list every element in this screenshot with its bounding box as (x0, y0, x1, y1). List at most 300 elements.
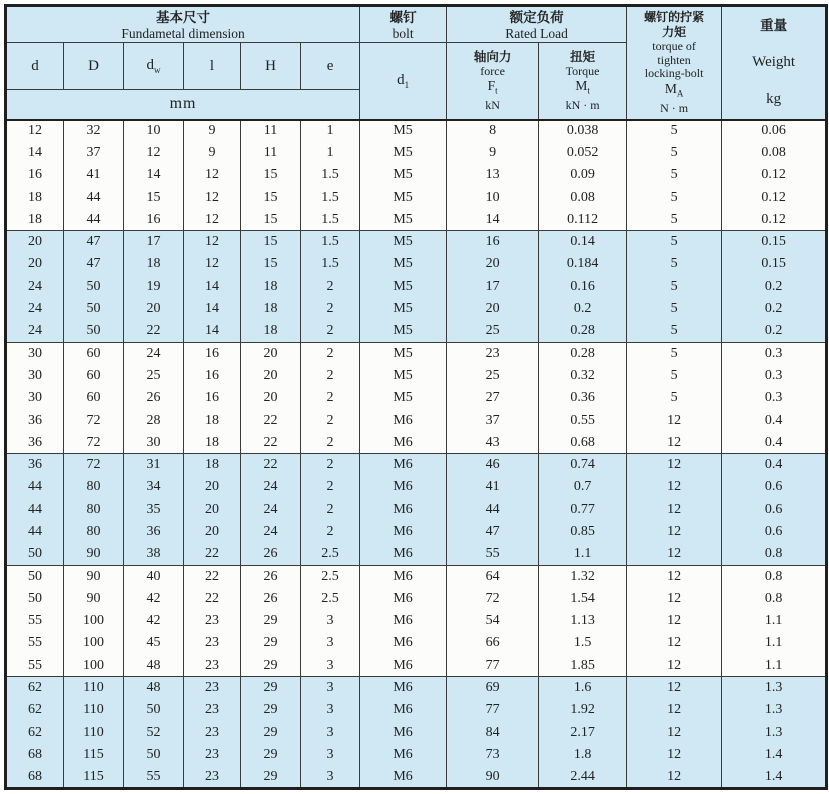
cell-force: 43 (447, 432, 539, 454)
cell-d1: M6 (360, 588, 447, 610)
cell-e: 2 (301, 499, 360, 521)
cell-locking-torque: 12 (627, 476, 722, 498)
cell-D: 44 (64, 186, 124, 208)
cell-torque: 1.92 (539, 699, 627, 721)
cell-dw: 12 (124, 142, 184, 164)
cell-dw: 55 (124, 766, 184, 788)
cell-force: 25 (447, 320, 539, 342)
cell-locking-torque: 12 (627, 655, 722, 677)
header-rated-load (447, 6, 627, 43)
cell-d1: M6 (360, 699, 447, 721)
cell-d: 44 (6, 476, 64, 498)
cell-locking-torque: 5 (627, 365, 722, 387)
header-col-d1: $d_1$ (360, 43, 447, 120)
cell-D: 80 (64, 521, 124, 543)
cell-weight: 0.6 (722, 476, 827, 498)
header-col-d: d (6, 43, 64, 90)
header-col-e: e (301, 43, 360, 90)
cell-locking-torque: 12 (627, 677, 722, 699)
cell-e: 2 (301, 454, 360, 476)
cell-force: 23 (447, 342, 539, 364)
cell-weight: 1.4 (722, 744, 827, 766)
cell-weight: 0.12 (722, 164, 827, 186)
cell-l: 18 (184, 432, 241, 454)
cell-H: 26 (241, 588, 301, 610)
cell-locking-torque: 5 (627, 142, 722, 164)
cell-locking-torque: 12 (627, 588, 722, 610)
cell-d1: M5 (360, 253, 447, 275)
cell-locking-torque: 5 (627, 276, 722, 298)
cell-locking-torque: 5 (627, 298, 722, 320)
cell-weight: 1.1 (722, 610, 827, 632)
cell-dw: 22 (124, 320, 184, 342)
cell-H: 18 (241, 276, 301, 298)
cell-d: 30 (6, 365, 64, 387)
cell-dw: 18 (124, 253, 184, 275)
cell-torque: 1.54 (539, 588, 627, 610)
cell-e: 2 (301, 476, 360, 498)
cell-d: 55 (6, 610, 64, 632)
cell-H: 22 (241, 432, 301, 454)
table-row (6, 744, 827, 766)
torque-en: Torque (565, 63, 600, 78)
spec-table (4, 4, 828, 790)
cell-d: 24 (6, 298, 64, 320)
cell-H: 29 (241, 677, 301, 699)
cell-locking-torque: 12 (627, 454, 722, 476)
table-row (6, 521, 827, 543)
cell-D: 100 (64, 655, 124, 677)
cell-d1: M6 (360, 476, 447, 498)
locking-torque-en-line1: torque of (652, 39, 696, 54)
cell-d: 36 (6, 454, 64, 476)
cell-H: 20 (241, 342, 301, 364)
cell-d1: M6 (360, 543, 447, 565)
bolt-en: bolt (392, 25, 414, 41)
cell-e: 2.5 (301, 543, 360, 565)
cell-dw: 19 (124, 276, 184, 298)
cell-e: 1.5 (301, 209, 360, 231)
header-bolt (360, 6, 447, 43)
cell-D: 80 (64, 476, 124, 498)
cell-weight: 0.8 (722, 543, 827, 565)
cell-H: 24 (241, 499, 301, 521)
cell-d: 36 (6, 409, 64, 431)
cell-D: 72 (64, 432, 124, 454)
cell-dw: 10 (124, 120, 184, 142)
cell-torque: 2.17 (539, 722, 627, 744)
cell-locking-torque: 12 (627, 744, 722, 766)
cell-weight: 0.3 (722, 387, 827, 409)
cell-e: 3 (301, 655, 360, 677)
cell-l: 22 (184, 565, 241, 587)
cell-e: 3 (301, 632, 360, 654)
cell-e: 2 (301, 298, 360, 320)
header-col-torque (539, 43, 627, 120)
cell-weight: 1.3 (722, 699, 827, 721)
cell-d: 44 (6, 521, 64, 543)
table-row (6, 253, 827, 275)
cell-d1: M6 (360, 766, 447, 788)
cell-dw: 50 (124, 744, 184, 766)
cell-e: 3 (301, 610, 360, 632)
locking-torque-en-line2: tighten (657, 52, 691, 67)
cell-torque: 0.55 (539, 409, 627, 431)
cell-weight: 1.4 (722, 766, 827, 788)
cell-weight: 0.3 (722, 365, 827, 387)
table-row (6, 365, 827, 387)
cell-H: 29 (241, 632, 301, 654)
weight-en: Weight (752, 54, 796, 71)
cell-locking-torque: 12 (627, 766, 722, 788)
cell-D: 50 (64, 276, 124, 298)
cell-dw: 36 (124, 521, 184, 543)
cell-force: 46 (447, 454, 539, 476)
cell-force: 25 (447, 365, 539, 387)
cell-force: 47 (447, 521, 539, 543)
table-row (6, 499, 827, 521)
cell-d1: M6 (360, 744, 447, 766)
cell-H: 18 (241, 320, 301, 342)
rated-load-en: Rated Load (505, 25, 568, 41)
cell-e: 3 (301, 744, 360, 766)
cell-weight: 0.4 (722, 409, 827, 431)
cell-e: 3 (301, 766, 360, 788)
table-row (6, 588, 827, 610)
table-row (6, 476, 827, 498)
cell-dw: 14 (124, 164, 184, 186)
cell-e: 1.5 (301, 164, 360, 186)
cell-H: 20 (241, 365, 301, 387)
cell-l: 12 (184, 164, 241, 186)
cell-l: 20 (184, 499, 241, 521)
cell-locking-torque: 12 (627, 499, 722, 521)
cell-d: 55 (6, 632, 64, 654)
cell-torque: 0.36 (539, 387, 627, 409)
cell-e: 1.5 (301, 186, 360, 208)
cell-force: 77 (447, 699, 539, 721)
cell-force: 44 (447, 499, 539, 521)
cell-locking-torque: 12 (627, 722, 722, 744)
cell-locking-torque: 5 (627, 320, 722, 342)
cell-d1: M5 (360, 231, 447, 253)
cell-d1: M5 (360, 320, 447, 342)
cell-d1: M5 (360, 387, 447, 409)
table-row (6, 186, 827, 208)
table-body (6, 120, 827, 789)
cell-e: 2 (301, 432, 360, 454)
force-symbol: $F_t$ (487, 78, 498, 97)
cell-d1: M6 (360, 432, 447, 454)
cell-locking-torque: 12 (627, 699, 722, 721)
cell-D: 72 (64, 454, 124, 476)
cell-H: 29 (241, 699, 301, 721)
cell-force: 9 (447, 142, 539, 164)
cell-torque: 0.28 (539, 320, 627, 342)
locking-torque-zh-line2: 力矩 (662, 25, 687, 40)
cell-torque: 0.052 (539, 142, 627, 164)
cell-dw: 25 (124, 365, 184, 387)
cell-e: 2 (301, 409, 360, 431)
cell-weight: 0.06 (722, 120, 827, 142)
table-row (6, 655, 827, 677)
cell-d1: M5 (360, 298, 447, 320)
cell-weight: 0.8 (722, 588, 827, 610)
cell-d1: M6 (360, 521, 447, 543)
table-row (6, 432, 827, 454)
cell-locking-torque: 12 (627, 632, 722, 654)
cell-H: 26 (241, 543, 301, 565)
cell-torque: 1.1 (539, 543, 627, 565)
cell-D: 60 (64, 342, 124, 364)
cell-dw: 38 (124, 543, 184, 565)
cell-force: 20 (447, 298, 539, 320)
cell-e: 1 (301, 120, 360, 142)
cell-D: 110 (64, 677, 124, 699)
cell-weight: 1.1 (722, 655, 827, 677)
cell-locking-torque: 12 (627, 610, 722, 632)
cell-d: 50 (6, 588, 64, 610)
cell-e: 2 (301, 387, 360, 409)
table-row (6, 632, 827, 654)
cell-e: 2 (301, 365, 360, 387)
cell-d1: M5 (360, 120, 447, 142)
cell-e: 2 (301, 320, 360, 342)
cell-locking-torque: 12 (627, 409, 722, 431)
cell-d1: M6 (360, 454, 447, 476)
cell-l: 16 (184, 387, 241, 409)
cell-weight: 0.4 (722, 454, 827, 476)
header-col-D: D (64, 43, 124, 90)
cell-weight: 1.1 (722, 632, 827, 654)
cell-l: 23 (184, 655, 241, 677)
table-row (6, 722, 827, 744)
cell-locking-torque: 12 (627, 521, 722, 543)
cell-dw: 40 (124, 565, 184, 587)
cell-torque: 0.184 (539, 253, 627, 275)
cell-l: 23 (184, 766, 241, 788)
force-en: force (480, 63, 505, 78)
cell-dw: 48 (124, 677, 184, 699)
cell-l: 12 (184, 253, 241, 275)
cell-weight: 1.3 (722, 677, 827, 699)
cell-H: 15 (241, 186, 301, 208)
cell-D: 41 (64, 164, 124, 186)
cell-torque: 0.038 (539, 120, 627, 142)
cell-e: 2 (301, 276, 360, 298)
cell-d1: M6 (360, 499, 447, 521)
cell-d: 14 (6, 142, 64, 164)
cell-torque: 0.112 (539, 209, 627, 231)
cell-torque: 0.16 (539, 276, 627, 298)
locking-torque-zh-line1: 螺钉的拧紧 (644, 10, 705, 25)
cell-H: 29 (241, 744, 301, 766)
cell-dw: 34 (124, 476, 184, 498)
cell-torque: 2.44 (539, 766, 627, 788)
cell-D: 100 (64, 610, 124, 632)
cell-H: 29 (241, 722, 301, 744)
cell-force: 17 (447, 276, 539, 298)
cell-H: 11 (241, 120, 301, 142)
table-row (6, 298, 827, 320)
cell-torque: 1.85 (539, 655, 627, 677)
cell-torque: 1.6 (539, 677, 627, 699)
cell-l: 18 (184, 454, 241, 476)
locking-torque-unit: N · m (660, 100, 689, 115)
cell-torque: 0.85 (539, 521, 627, 543)
cell-force: 77 (447, 655, 539, 677)
table-row (6, 120, 827, 142)
cell-dw: 16 (124, 209, 184, 231)
cell-d: 68 (6, 766, 64, 788)
cell-D: 115 (64, 766, 124, 788)
table-row (6, 164, 827, 186)
cell-d1: M6 (360, 632, 447, 654)
cell-torque: 0.68 (539, 432, 627, 454)
cell-H: 24 (241, 476, 301, 498)
cell-d: 30 (6, 387, 64, 409)
cell-torque: 1.13 (539, 610, 627, 632)
cell-d: 12 (6, 120, 64, 142)
cell-l: 9 (184, 142, 241, 164)
cell-D: 110 (64, 699, 124, 721)
cell-weight: 0.2 (722, 298, 827, 320)
cell-l: 23 (184, 677, 241, 699)
cell-H: 15 (241, 253, 301, 275)
cell-l: 14 (184, 276, 241, 298)
cell-d1: M6 (360, 722, 447, 744)
cell-dw: 30 (124, 432, 184, 454)
locking-torque-en-line3: locking-bolt (644, 66, 704, 81)
cell-locking-torque: 12 (627, 543, 722, 565)
cell-H: 29 (241, 610, 301, 632)
cell-d1: M6 (360, 677, 447, 699)
cell-d: 30 (6, 342, 64, 364)
cell-D: 72 (64, 409, 124, 431)
cell-locking-torque: 5 (627, 209, 722, 231)
cell-D: 60 (64, 387, 124, 409)
table-row (6, 409, 827, 431)
cell-e: 1.5 (301, 231, 360, 253)
cell-d: 16 (6, 164, 64, 186)
cell-d: 20 (6, 253, 64, 275)
cell-D: 90 (64, 543, 124, 565)
cell-D: 37 (64, 142, 124, 164)
cell-l: 9 (184, 120, 241, 142)
cell-d: 55 (6, 655, 64, 677)
cell-d: 50 (6, 565, 64, 587)
cell-l: 20 (184, 476, 241, 498)
cell-D: 110 (64, 722, 124, 744)
cell-l: 18 (184, 409, 241, 431)
header-col-dw: $d_w$ (124, 43, 184, 90)
header-locking-torque (627, 6, 722, 120)
cell-H: 29 (241, 766, 301, 788)
table-row (6, 677, 827, 699)
cell-weight: 0.6 (722, 521, 827, 543)
cell-d1: M5 (360, 365, 447, 387)
cell-D: 80 (64, 499, 124, 521)
cell-D: 90 (64, 565, 124, 587)
cell-force: 55 (447, 543, 539, 565)
cell-l: 12 (184, 231, 241, 253)
cell-force: 13 (447, 164, 539, 186)
cell-dw: 31 (124, 454, 184, 476)
cell-d1: M5 (360, 164, 447, 186)
torque-symbol: $M_t$ (575, 78, 590, 97)
cell-d1: M6 (360, 409, 447, 431)
table-row (6, 231, 827, 253)
weight-unit: kg (766, 90, 782, 107)
cell-e: 3 (301, 677, 360, 699)
cell-H: 26 (241, 565, 301, 587)
cell-torque: 1.5 (539, 632, 627, 654)
cell-d: 44 (6, 499, 64, 521)
cell-H: 22 (241, 454, 301, 476)
cell-l: 23 (184, 744, 241, 766)
table-row (6, 610, 827, 632)
cell-weight: 0.2 (722, 276, 827, 298)
cell-weight: 0.12 (722, 209, 827, 231)
cell-d1: M5 (360, 142, 447, 164)
cell-weight: 1.3 (722, 722, 827, 744)
cell-H: 20 (241, 387, 301, 409)
cell-weight: 0.6 (722, 499, 827, 521)
table-row (6, 209, 827, 231)
cell-dw: 20 (124, 298, 184, 320)
cell-dw: 50 (124, 699, 184, 721)
cell-dw: 35 (124, 499, 184, 521)
cell-d1: M5 (360, 186, 447, 208)
cell-dw: 45 (124, 632, 184, 654)
cell-dw: 17 (124, 231, 184, 253)
cell-force: 69 (447, 677, 539, 699)
cell-force: 8 (447, 120, 539, 142)
cell-torque: 0.28 (539, 342, 627, 364)
cell-weight: 0.3 (722, 342, 827, 364)
cell-e: 2.5 (301, 565, 360, 587)
cell-D: 44 (64, 209, 124, 231)
cell-torque: 0.09 (539, 164, 627, 186)
torque-zh: 扭矩 (570, 49, 596, 64)
cell-d1: M6 (360, 610, 447, 632)
cell-D: 60 (64, 365, 124, 387)
fundamental-dimension-en: Fundametal dimension (121, 25, 245, 41)
cell-torque: 0.14 (539, 231, 627, 253)
cell-weight: 0.4 (722, 432, 827, 454)
cell-d: 62 (6, 699, 64, 721)
cell-weight: 0.12 (722, 186, 827, 208)
cell-d: 62 (6, 677, 64, 699)
cell-force: 64 (447, 565, 539, 587)
header-weight (722, 6, 827, 120)
cell-H: 15 (241, 209, 301, 231)
header-col-force (447, 43, 539, 120)
cell-force: 10 (447, 186, 539, 208)
cell-e: 2.5 (301, 588, 360, 610)
cell-H: 24 (241, 521, 301, 543)
cell-D: 32 (64, 120, 124, 142)
cell-D: 50 (64, 298, 124, 320)
table-row (6, 320, 827, 342)
table-row (6, 342, 827, 364)
cell-dw: 48 (124, 655, 184, 677)
table-row (6, 276, 827, 298)
cell-d1: M6 (360, 565, 447, 587)
cell-d: 68 (6, 744, 64, 766)
cell-force: 84 (447, 722, 539, 744)
force-unit: kN (485, 98, 500, 113)
